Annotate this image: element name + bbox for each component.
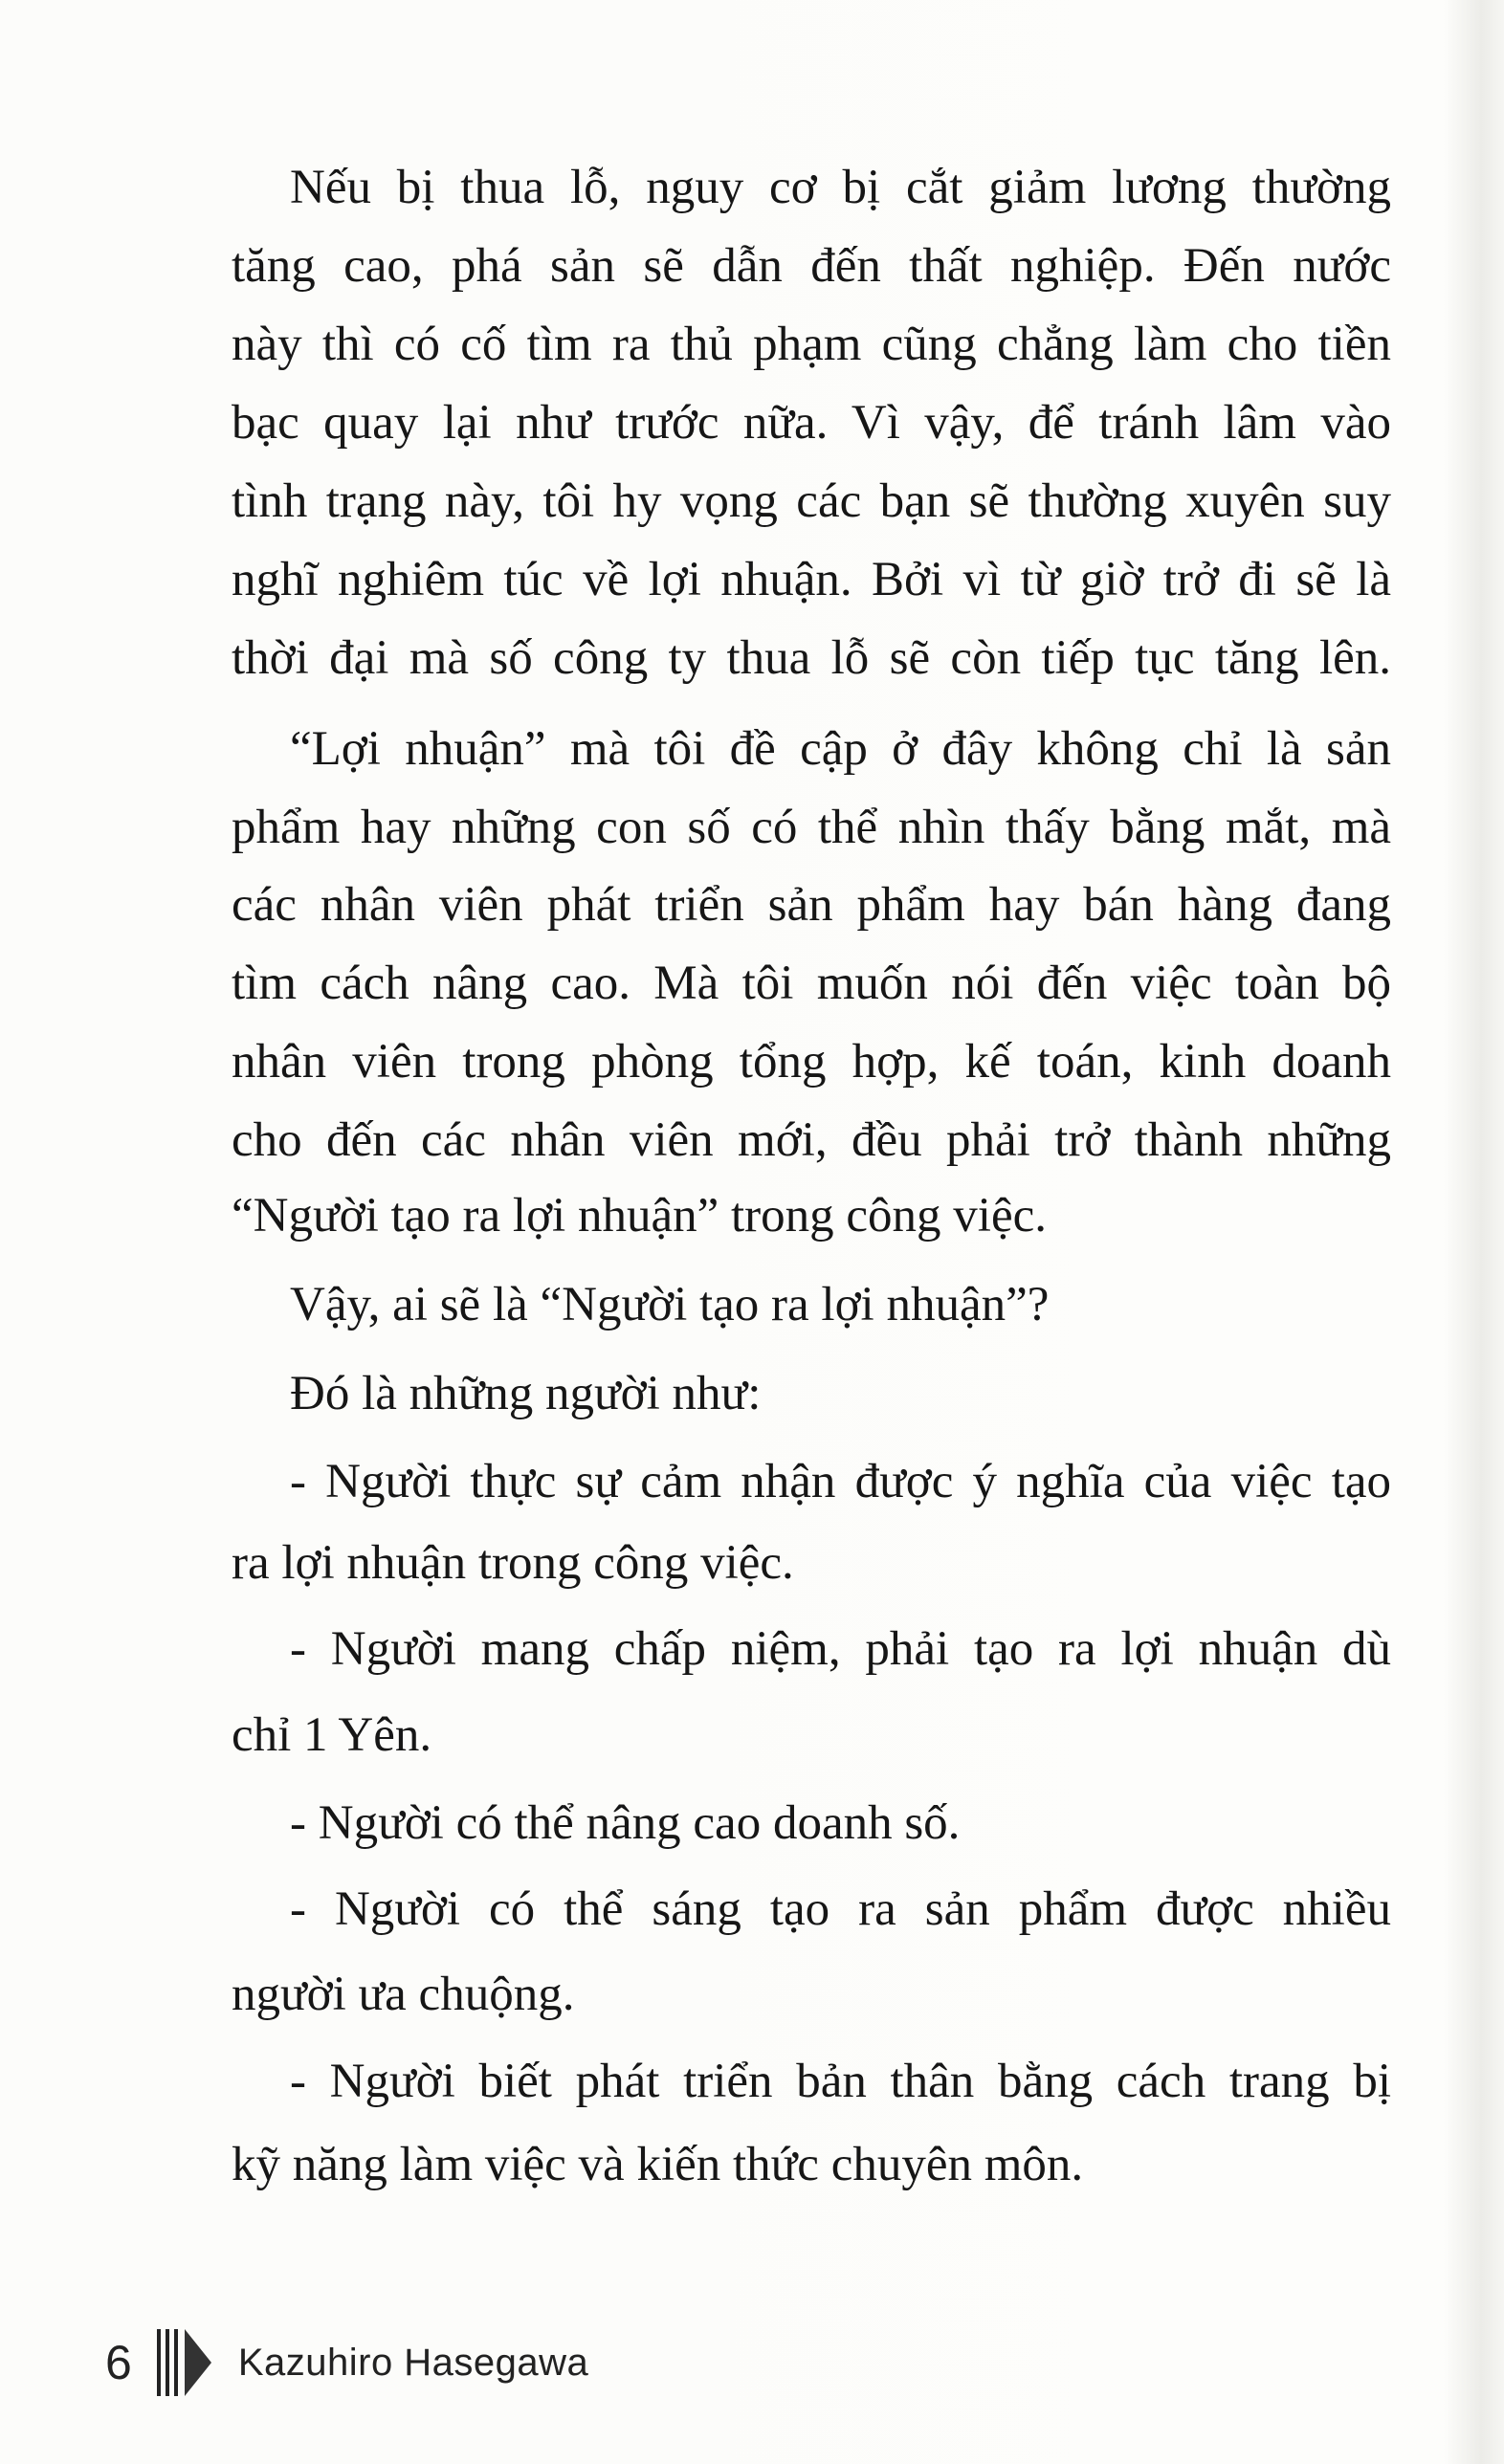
text-line: Vậy, ai sẽ là “Người tạo ra lợi nhuận”? — [290, 1278, 1050, 1331]
text-line: nghĩ nghiêm túc về lợi nhuận. Bởi vì từ giờ trở đi sẽ là — [232, 553, 1391, 606]
footer-ornament-icon — [157, 2329, 211, 2396]
text-line: cho đến các nhân viên mới, đều phải trở thành những — [232, 1113, 1391, 1167]
text-line: - Người có thể sáng tạo ra sản phẩm được nhiều — [290, 1882, 1391, 1936]
text-line: Đó là những người như: — [290, 1367, 762, 1420]
text-line: - Người biết phát triển bản thân bằng cách trang bị — [290, 2055, 1391, 2108]
text-line: phẩm hay những con số có thể nhìn thấy bằng mắt, mà — [232, 801, 1391, 854]
text-line: tìm cách nâng cao. Mà tôi muốn nói đến việc toàn bộ — [232, 957, 1391, 1010]
text-line: kỹ năng làm việc và kiến thức chuyên môn. — [232, 2138, 1084, 2191]
text-line: này thì có cố tìm ra thủ phạm cũng chẳng làm cho tiền — [232, 318, 1391, 371]
text-line: tình trạng này, tôi hy vọng các bạn sẽ thường xuyên suy — [232, 474, 1391, 528]
text-line: “Người tạo ra lợi nhuận” trong công việc. — [232, 1189, 1047, 1243]
text-line: Nếu bị thua lỗ, nguy cơ bị cắt giảm lương thường — [290, 161, 1391, 214]
text-line: bạc quay lại như trước nữa. Vì vậy, để tránh lâm vào — [232, 396, 1391, 450]
text-line: nhân viên trong phòng tổng hợp, kế toán, kinh doanh — [232, 1035, 1391, 1089]
text-line: - Người thực sự cảm nhận được ý nghĩa của việc tạo — [290, 1455, 1391, 1508]
text-line: chỉ 1 Yên. — [232, 1708, 432, 1762]
text-line: thời đại mà số công ty thua lỗ sẽ còn tiếp tục tăng lên. — [232, 631, 1391, 685]
text-line: - Người mang chấp niệm, phải tạo ra lợi nhuận dù — [290, 1622, 1391, 1676]
page-footer — [105, 2324, 588, 2401]
text-line: - Người có thể nâng cao doanh số. — [290, 1796, 961, 1850]
text-line: người ưa chuộng. — [232, 1968, 575, 2021]
text-line: ra lợi nhuận trong công việc. — [232, 1536, 794, 1590]
text-line: “Lợi nhuận” mà tôi đề cập ở đây không chỉ là sản — [290, 722, 1391, 776]
text-line: các nhân viên phát triển sản phẩm hay bán hàng đang — [232, 878, 1391, 932]
text-line: tăng cao, phá sản sẽ dẫn đến thất nghiệp. Đến nước — [232, 239, 1391, 293]
page-number: 6 — [105, 2336, 132, 2389]
author-name: Kazuhiro Hasegawa — [237, 2341, 589, 2384]
